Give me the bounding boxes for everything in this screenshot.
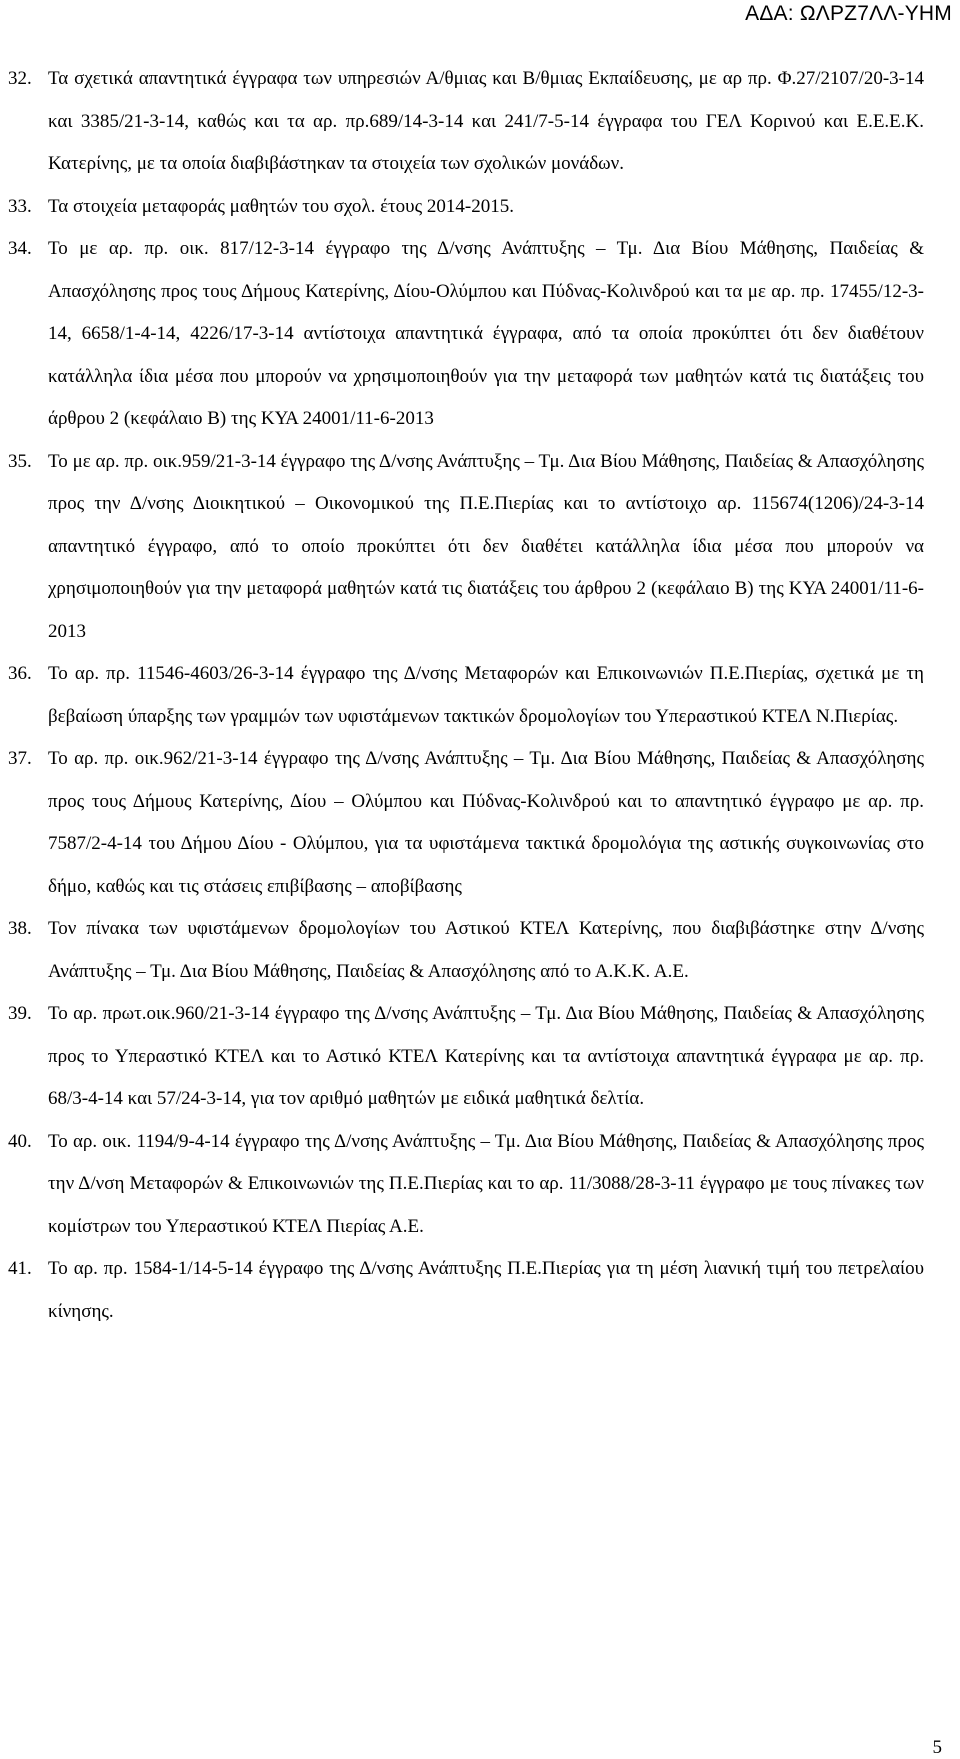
list-item-41 [8,1248,924,1333]
list-item-35 [8,441,924,654]
item-number: 36. [8,663,32,684]
item-number: 39. [8,1003,32,1024]
document-body [8,58,924,1333]
item-number: 38. [8,918,32,939]
document-code: ΑΔΑ: ΩΛΡΖ7ΛΛ-ΥΗΜ [745,2,952,25]
list-item-34 [8,228,924,441]
item-text: Τα στοιχεία μεταφοράς μαθητών του σχολ. έτους 2014-2015. [48,195,514,217]
item-text: Το αρ. πρ. 11546-4603/26-3-14 έγγραφο της Δ/νσης Μεταφορών και Επικοινωνιών Π.Ε.Πιερίας, σχετικά με τη βεβαίωση ύπαρξης των γραμμών των υφιστάμενων τακτικών δρομολογίων του Υπεραστικού ΚΤΕΛ Ν.Πιερίας. [48,663,924,727]
item-number: 32. [8,68,32,89]
item-text: Το με αρ. πρ. οικ.959/21-3-14 έγγραφο της Δ/νσης Ανάπτυξης – Τμ. Δια Βίου Μάθησης, Παιδείας & Απασχόλησης προς την Δ/νσης Διοικητικού – Οικονομικού της Π.Ε.Πιερίας και το αντίστοιχο αρ. 115674(1206)/24-3-14 απαντητικό έγγραφο, από το οποίο προκύπτει ότι δεν διαθέτει κατάλληλα ίδια μέσα που μπορούν να χρησιμοποιηθούν για την μεταφορά μαθητών κατά τις διατάξεις του άρθρου 2 (κεφάλαιο Β) της ΚΥΑ 24001/11-6-2013 [48,450,924,642]
page-number: 5 [932,1737,942,1758]
item-text: Τον πίνακα των υφιστάμενων δρομολογίων του Αστικού ΚΤΕΛ Κατερίνης, που διαβιβάστηκε στην Δ/νσης Ανάπτυξης – Τμ. Δια Βίου Μάθησης, Παιδείας & Απασχόλησης από το Α.Κ.Κ. Α.Ε. [48,918,924,982]
list-item-36 [8,653,924,738]
item-text: Το αρ. πρ. οικ.962/21-3-14 έγγραφο της Δ/νσης Ανάπτυξης – Τμ. Δια Βίου Μάθησης, Παιδείας & Απασχόλησης προς τους Δήμους Κατερίνης, Δίου – Ολύμπου και Πύδνας-Κολινδρού και το απαντητικό έγγραφο με αρ. πρ. 7587/2-4-14 του Δήμου Δίου - Ολύμπου, για τα υφιστάμενα τακτικά δρομολόγια της αστικής συγκοινωνίας στο δήμο, καθώς και τις στάσεις επιβίβασης – αποβίβασης [48,748,924,897]
list-item-32 [8,58,924,186]
item-number: 41. [8,1258,32,1279]
item-number: 40. [8,1130,32,1152]
item-text: Το αρ. πρ. 1584-1/14-5-14 έγγραφο της Δ/νσης Ανάπτυξης Π.Ε.Πιερίας για τη μέση λιανική τιμή του πετρελαίου κίνησης. [48,1258,924,1322]
list-item-33 [8,186,924,229]
item-number: 33. [8,195,32,217]
list-item-40 [8,1121,924,1249]
list-item-37 [8,738,924,908]
item-text: Το αρ. οικ. 1194/9-4-14 έγγραφο της Δ/νσης Ανάπτυξης – Τμ. Δια Βίου Μάθησης, Παιδείας & Απασχόλησης προς την Δ/νση Μεταφορών & Επικοινωνιών της Π.Ε.Πιερίας και το αρ. 11/3088/28-3-11 έγγραφο με τους πίνακες των κομίστρων του Υπεραστικού ΚΤΕΛ Πιερίας Α.Ε. [48,1130,924,1237]
item-text: Το με αρ. πρ. οικ. 817/12-3-14 έγγραφο της Δ/νσης Ανάπτυξης – Τμ. Δια Βίου Μάθησης, Παιδείας & Απασχόλησης προς τους Δήμους Κατερίνης, Δίου-Ολύμπου και Πύδνας-Κολινδρού και τα με αρ. πρ. 17455/12-3-14, 6658/1-4-14, 4226/17-3-14 αντίστοιχα απαντητικά έγγραφα, από τα οποία προκύπτει ότι δεν διαθέτουν κατάλληλα ίδια μέσα που μπορούν να χρησιμοποιηθούν για την μεταφορά των μαθητών κατά τις διατάξεις του άρθρου 2 (κεφάλαιο Β) της ΚΥΑ 24001/11-6-2013 [48,238,924,429]
list-item-38 [8,908,924,993]
item-text: Τα σχετικά απαντητικά έγγραφα των υπηρεσιών Α/θμιας και Β/θμιας Εκπαίδευσης, με αρ πρ. Φ.27/2107/20-3-14 και 3385/21-3-14, καθώς και τα αρ. πρ.689/14-3-14 και 241/7-5-14 έγγραφα του ΓΕΛ Κορινού και Ε.Ε.Ε.Κ. Κατερίνης, με τα οποία διαβιβάστηκαν τα στοιχεία των σχολικών μονάδων. [48,68,924,174]
item-number: 35. [8,450,32,472]
item-text: Το αρ. πρωτ.οικ.960/21-3-14 έγγραφο της Δ/νσης Ανάπτυξης – Τμ. Δια Βίου Μάθησης, Παιδείας & Απασχόλησης προς το Υπεραστικό ΚΤΕΛ και το Αστικό ΚΤΕΛ Κατερίνης και τα αντίστοιχα απαντητικά έγγραφα με αρ. πρ. 68/3-4-14 και 57/24-3-14, για τον αριθμό μαθητών με ειδικά μαθητικά δελτία. [48,1003,924,1109]
item-number: 37. [8,748,32,769]
list-item-39 [8,993,924,1121]
item-number: 34. [8,238,32,259]
